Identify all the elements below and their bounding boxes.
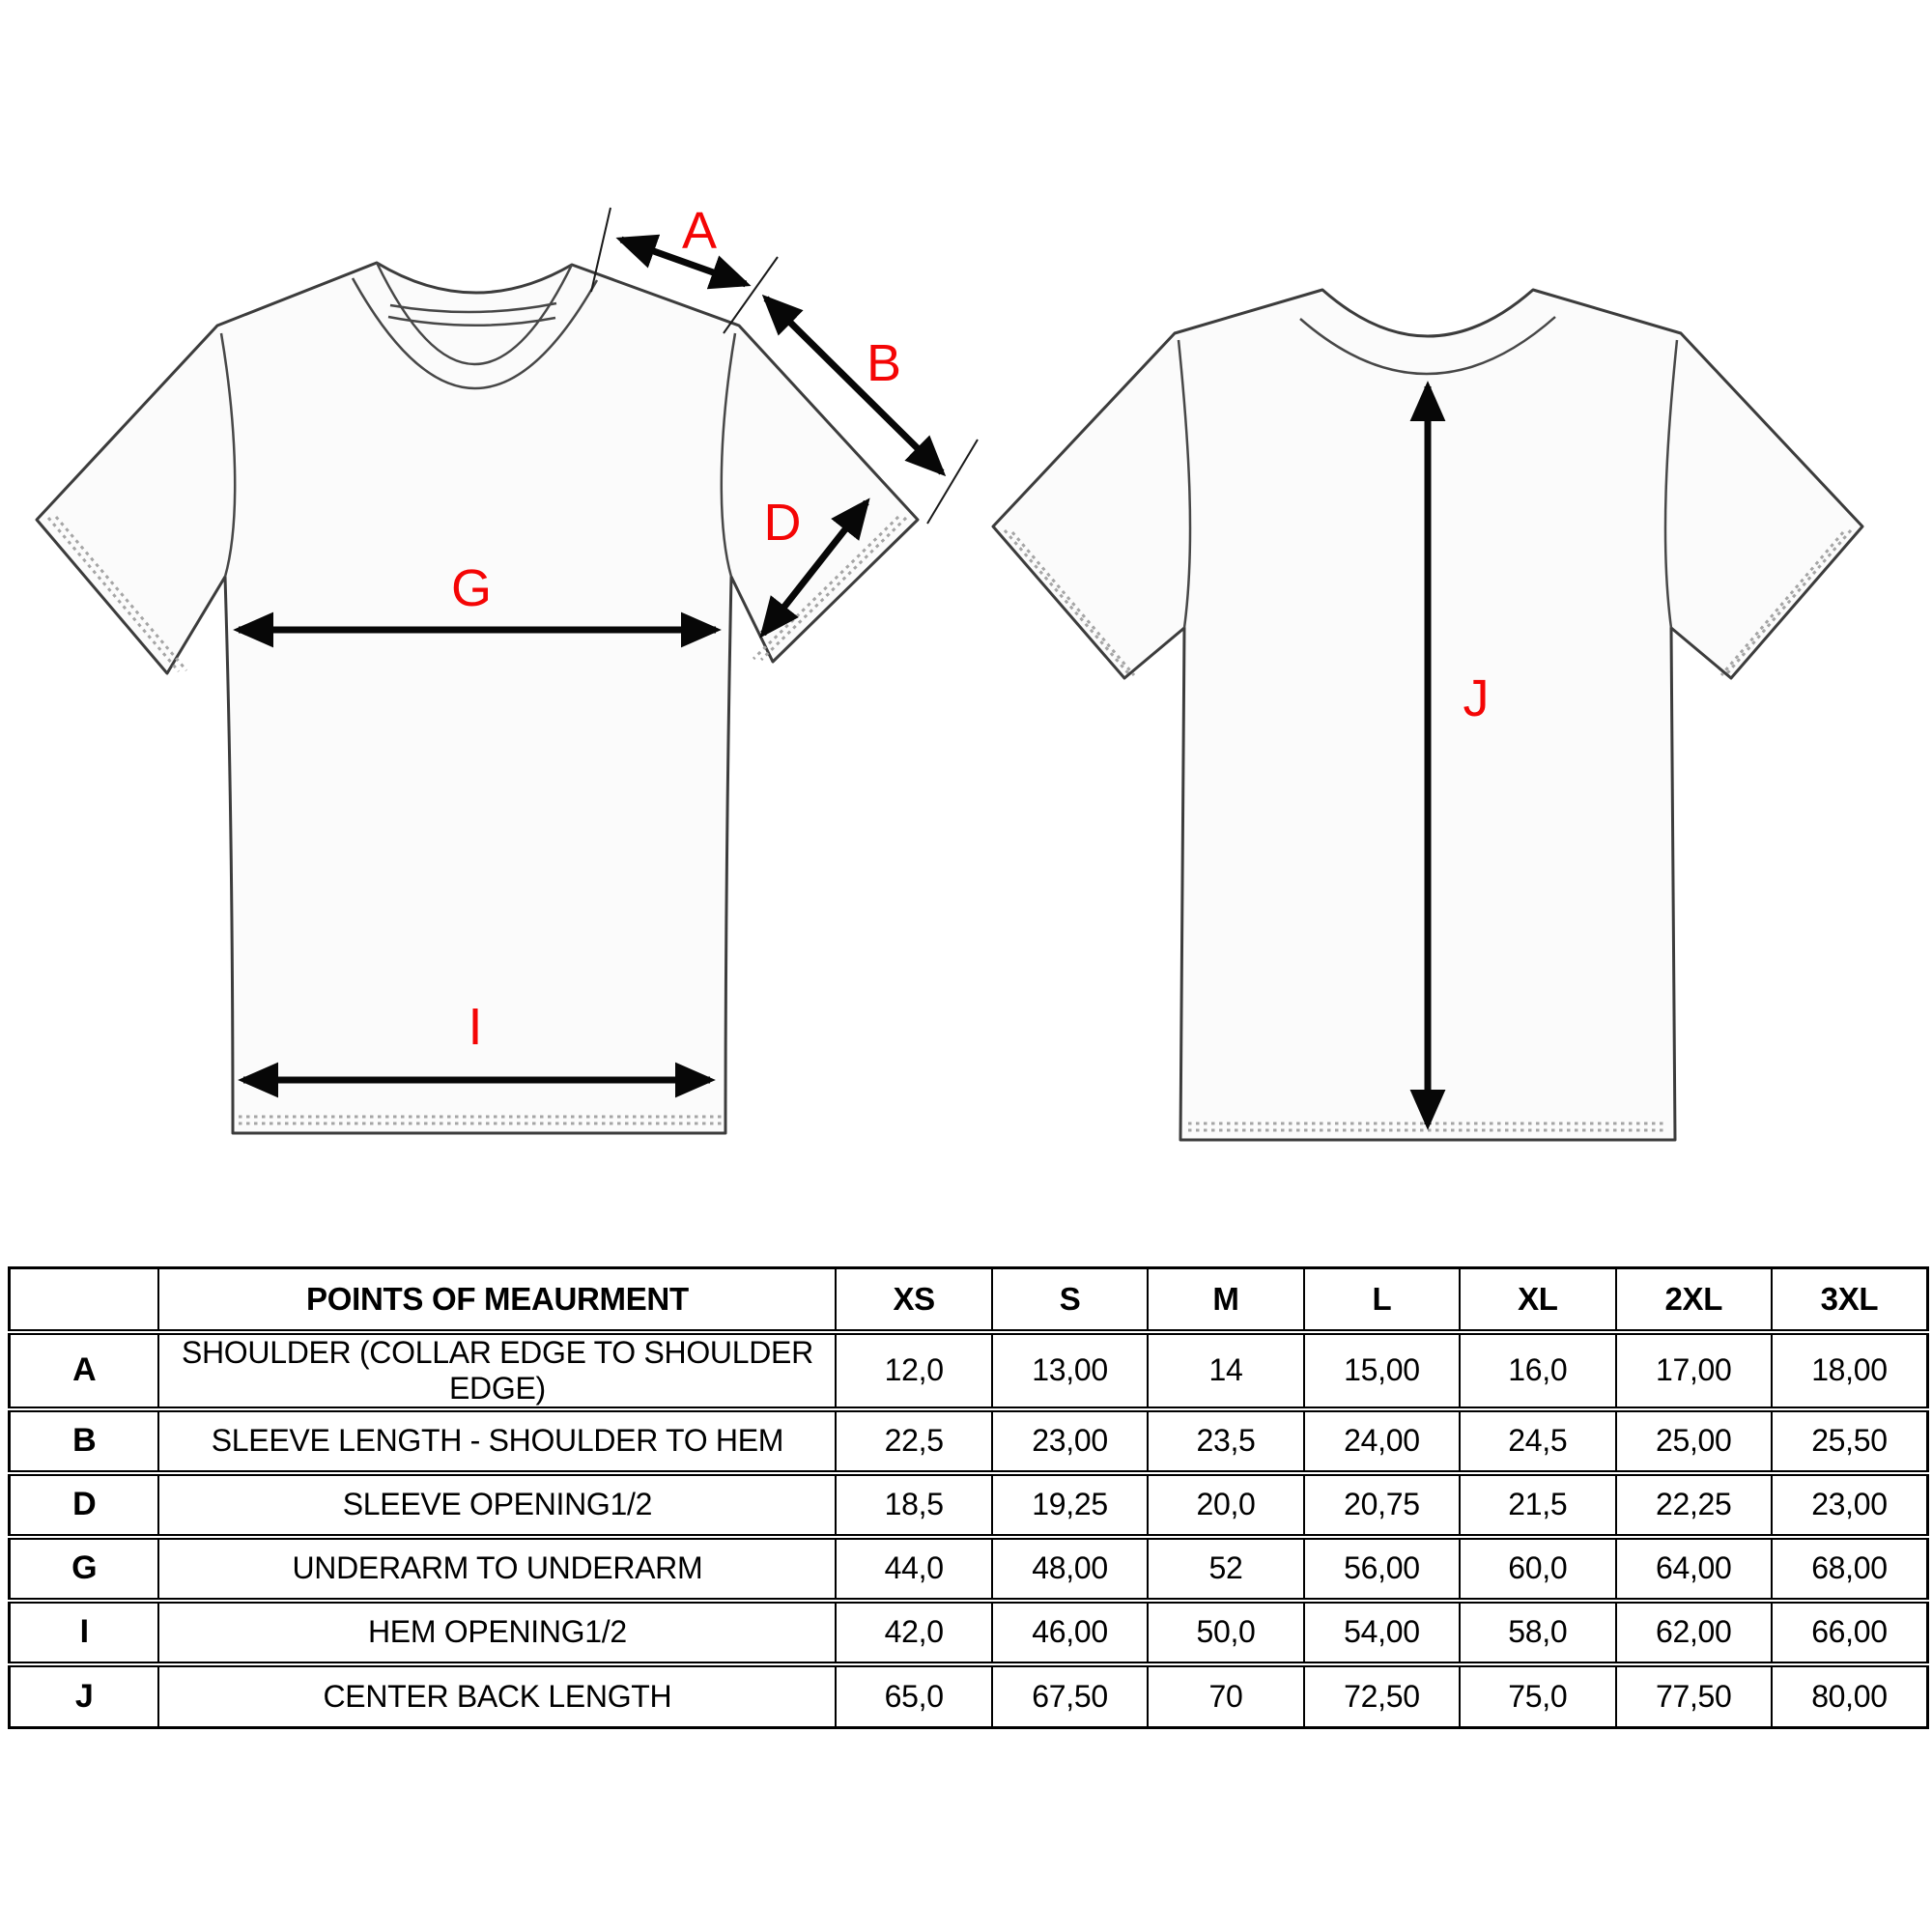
table-row	[10, 1664, 1928, 1728]
cell-value: 50,0	[1148, 1601, 1303, 1664]
measurement-table	[8, 1266, 1929, 1729]
label-j: J	[1463, 669, 1490, 727]
cell-value: 64,00	[1616, 1537, 1772, 1601]
row-measurement-name: UNDERARM TO UNDERARM	[158, 1537, 836, 1601]
cell-value: 15,00	[1304, 1332, 1460, 1409]
table-row	[10, 1537, 1928, 1601]
cell-value: 21,5	[1460, 1473, 1615, 1537]
size-column-header: S	[992, 1268, 1148, 1332]
cell-value: 48,00	[992, 1537, 1148, 1601]
cell-value: 42,0	[836, 1601, 991, 1664]
row-measurement-name: SLEEVE OPENING1/2	[158, 1473, 836, 1537]
cell-value: 56,00	[1304, 1537, 1460, 1601]
cell-value: 44,0	[836, 1537, 991, 1601]
cell-value: 25,00	[1616, 1409, 1772, 1473]
cell-value: 58,0	[1460, 1601, 1615, 1664]
label-d: D	[763, 494, 802, 552]
cell-value: 46,00	[992, 1601, 1148, 1664]
cell-value: 20,75	[1304, 1473, 1460, 1537]
cell-value: 23,00	[1772, 1473, 1928, 1537]
cell-value: 18,00	[1772, 1332, 1928, 1409]
extension-line-sleeve-hem	[927, 440, 978, 524]
row-measurement-name: SHOULDER (COLLAR EDGE TO SHOULDER EDGE)	[158, 1332, 836, 1409]
label-b: B	[866, 334, 902, 392]
cell-value: 24,00	[1304, 1409, 1460, 1473]
cell-value: 67,50	[992, 1664, 1148, 1728]
size-table-section	[8, 1266, 1929, 1729]
table-row	[10, 1601, 1928, 1664]
row-letter: I	[10, 1601, 159, 1664]
corner-cell	[10, 1268, 159, 1332]
cell-value: 80,00	[1772, 1664, 1928, 1728]
size-column-header: XS	[836, 1268, 991, 1332]
row-letter: A	[10, 1332, 159, 1409]
cell-value: 62,00	[1616, 1601, 1772, 1664]
cell-value: 77,50	[1616, 1664, 1772, 1728]
cell-value: 70	[1148, 1664, 1303, 1728]
cell-value: 19,25	[992, 1473, 1148, 1537]
table-row	[10, 1332, 1928, 1409]
cell-value: 23,00	[992, 1409, 1148, 1473]
row-letter: J	[10, 1664, 159, 1728]
table-header-row	[10, 1268, 1928, 1332]
cell-value: 16,0	[1460, 1332, 1615, 1409]
size-column-header: 2XL	[1616, 1268, 1772, 1332]
row-letter: D	[10, 1473, 159, 1537]
cell-value: 24,5	[1460, 1409, 1615, 1473]
cell-value: 23,5	[1148, 1409, 1303, 1473]
size-column-header: XL	[1460, 1268, 1615, 1332]
label-g: G	[450, 559, 493, 617]
cell-value: 13,00	[992, 1332, 1148, 1409]
row-measurement-name: SLEEVE LENGTH - SHOULDER TO HEM	[158, 1409, 836, 1473]
label-i: I	[468, 998, 483, 1056]
row-letter: G	[10, 1537, 159, 1601]
size-column-header: M	[1148, 1268, 1303, 1332]
cell-value: 17,00	[1616, 1332, 1772, 1409]
points-of-measurement-header: POINTS OF MEAURMENT	[158, 1268, 836, 1332]
table-row	[10, 1409, 1928, 1473]
label-a: A	[681, 202, 718, 260]
size-table-body	[10, 1332, 1928, 1728]
size-column-header: 3XL	[1772, 1268, 1928, 1332]
cell-value: 20,0	[1148, 1473, 1303, 1537]
row-letter: B	[10, 1409, 159, 1473]
cell-value: 22,25	[1616, 1473, 1772, 1537]
cell-value: 66,00	[1772, 1601, 1928, 1664]
cell-value: 65,0	[836, 1664, 991, 1728]
cell-value: 75,0	[1460, 1664, 1615, 1728]
cell-value: 72,50	[1304, 1664, 1460, 1728]
cell-value: 25,50	[1772, 1409, 1928, 1473]
size-column-header: L	[1304, 1268, 1460, 1332]
row-measurement-name: CENTER BACK LENGTH	[158, 1664, 836, 1728]
cell-value: 68,00	[1772, 1537, 1928, 1601]
cell-value: 14	[1148, 1332, 1303, 1409]
cell-value: 54,00	[1304, 1601, 1460, 1664]
cell-value: 12,0	[836, 1332, 991, 1409]
cell-value: 22,5	[836, 1409, 991, 1473]
cell-value: 52	[1148, 1537, 1303, 1601]
cell-value: 60,0	[1460, 1537, 1615, 1601]
table-row	[10, 1473, 1928, 1537]
cell-value: 18,5	[836, 1473, 991, 1537]
extension-line-shoulder-edge	[724, 257, 778, 333]
row-measurement-name: HEM OPENING1/2	[158, 1601, 836, 1664]
